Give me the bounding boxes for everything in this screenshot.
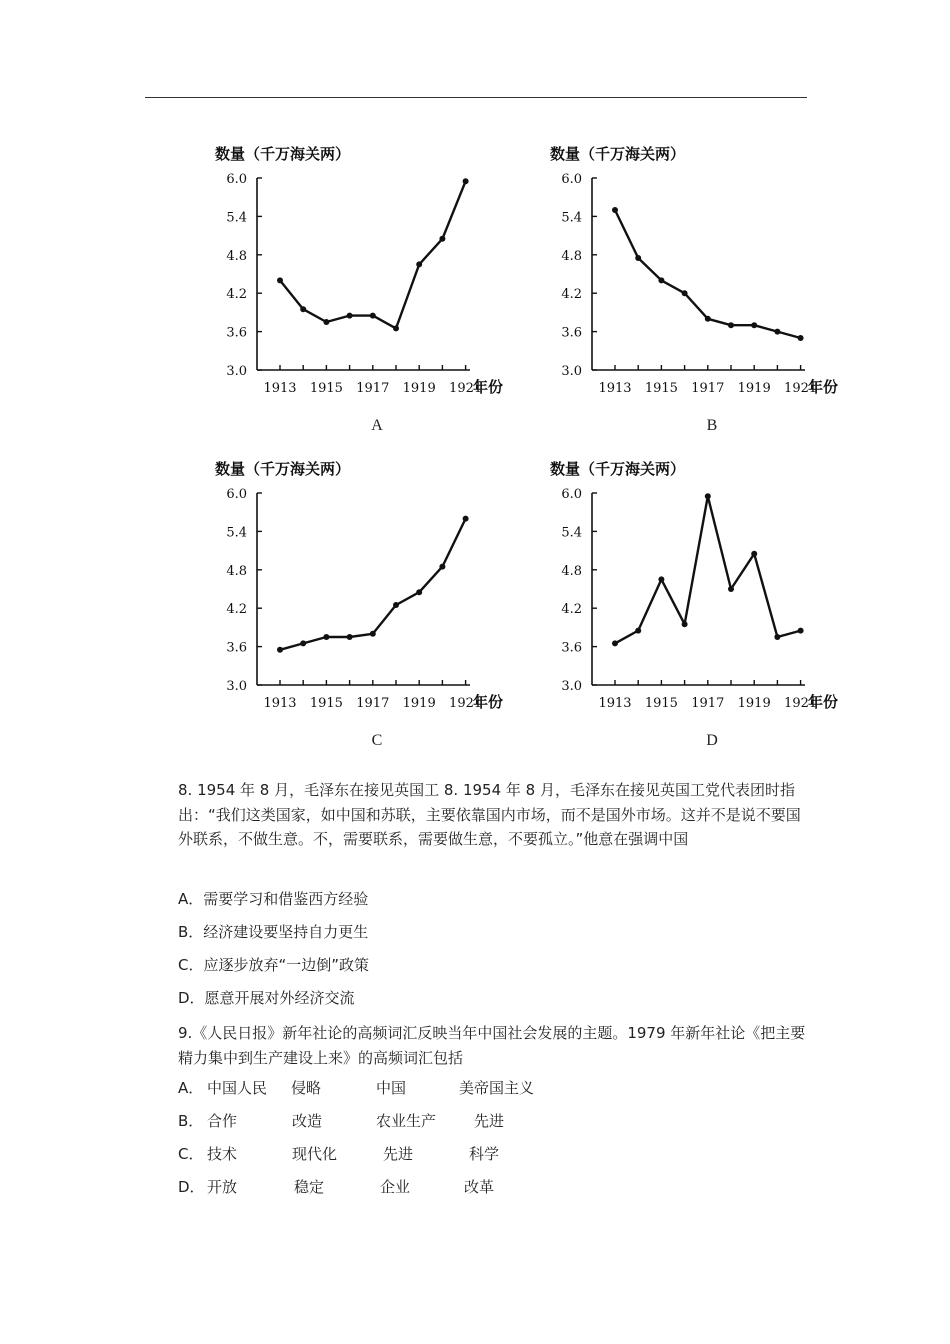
caption-c: C [371, 732, 383, 749]
data-point [463, 516, 469, 522]
y-tick-label: 5.4 [226, 210, 247, 226]
y-tick-label: 4.8 [561, 563, 582, 579]
chart-title: 数量（千万海关两） [215, 460, 351, 478]
q8-option-d: D．愿意开展对外经济交流 [178, 989, 355, 1007]
data-point [774, 329, 780, 335]
q8-option-b: B．经济建设要坚持自力更生 [178, 923, 369, 941]
y-tick-label: 3.6 [226, 640, 247, 656]
q9-option-word: 稳定 [294, 1178, 325, 1196]
data-point [728, 322, 734, 328]
x-axis-label: 年份 [473, 693, 504, 711]
series-line [280, 519, 466, 650]
x-tick-label: 1917 [691, 381, 725, 396]
x-tick-label: 1913 [263, 696, 297, 711]
data-point [798, 335, 804, 341]
data-point [705, 316, 711, 322]
y-tick-label: 3.6 [226, 325, 247, 341]
data-point [300, 640, 306, 646]
chart-svg [210, 140, 504, 405]
data-point [798, 628, 804, 634]
chart-title: 数量（千万海关两） [215, 145, 351, 163]
x-tick-label: 1915 [309, 381, 343, 396]
q9-option-d [178, 1177, 494, 1197]
q8-option-c: C．应逐步放弃“一边倒”政策 [178, 956, 370, 974]
data-point [658, 277, 664, 283]
y-tick-label: 4.8 [226, 248, 247, 264]
question-8-stem: 8. 1954 年 8 月，毛泽东在接见英国工 8. 1954 年 8 月，毛泽东在接见英国工党代表团时指出：“我们这类国家，如中国和苏联，主要依靠国内市场，而不是国外市场。这并不是说不要国外联系，不做生意。不，需要联系，需要做生意，不要孤立。”他意在强调中国 [178, 781, 801, 848]
y-tick-label: 5.4 [561, 210, 582, 226]
y-tick-label: 4.2 [561, 287, 582, 303]
x-tick-label: 1919 [402, 696, 436, 711]
top-rule [145, 97, 807, 98]
data-point [635, 255, 641, 261]
y-tick-label: 3.0 [561, 364, 582, 379]
q9-option-letter: D． [178, 1178, 205, 1196]
data-point [439, 236, 445, 242]
y-tick-label: 3.0 [226, 364, 247, 379]
y-tick-label: 3.6 [561, 640, 582, 656]
x-tick-label: 1917 [356, 696, 390, 711]
data-point [416, 589, 422, 595]
x-tick-label: 1919 [737, 696, 771, 711]
data-point [439, 564, 445, 570]
data-point [682, 290, 688, 296]
data-point [370, 313, 376, 319]
x-tick-label: 1917 [356, 381, 390, 396]
q9-option-word: 改造 [292, 1112, 323, 1130]
data-point [370, 631, 376, 637]
x-axis-label: 年份 [473, 378, 504, 396]
q9-option-word: 企业 [380, 1178, 411, 1196]
q9-option-word: 现代化 [292, 1145, 338, 1163]
data-point [463, 178, 469, 184]
q9-option-a [178, 1078, 534, 1098]
q8-option-a: A．需要学习和借鉴西方经验 [178, 890, 369, 908]
caption-d: D [706, 732, 718, 749]
data-point [300, 306, 306, 312]
data-point [658, 576, 664, 582]
series-line [280, 181, 466, 328]
data-point [323, 319, 329, 325]
x-tick-label: 1915 [644, 696, 678, 711]
chart-a [210, 140, 504, 405]
q9-option-word: 合作 [207, 1112, 238, 1130]
x-tick-label: 1913 [598, 381, 632, 396]
q9-option-word: 中国 [376, 1079, 407, 1097]
q9-option-letter: B． [178, 1112, 204, 1130]
y-tick-label: 4.8 [561, 248, 582, 264]
data-point [347, 634, 353, 640]
y-tick-label: 5.4 [226, 525, 247, 541]
y-tick-label: 4.2 [226, 287, 247, 303]
data-point [393, 602, 399, 608]
x-tick-label: 1913 [598, 696, 632, 711]
question-9-stem: 9.《人民日报》新年社论的高频词汇反映当年中国社会发展的主题。1979 年新年社论《把主要精力集中到生产建设上来》的高频词汇包括 [178, 1024, 806, 1067]
x-tick-label: 1915 [309, 696, 343, 711]
data-point [682, 621, 688, 627]
x-tick-label: 1915 [644, 381, 678, 396]
chart-b [545, 140, 839, 405]
y-tick-label: 4.2 [226, 602, 247, 618]
q9-option-word: 开放 [207, 1178, 238, 1196]
data-point [728, 586, 734, 592]
y-tick-label: 3.0 [561, 679, 582, 694]
y-tick-label: 4.8 [226, 563, 247, 579]
x-tick-label: 1921 [449, 381, 483, 396]
data-point [774, 634, 780, 640]
x-tick-label: 1917 [691, 696, 725, 711]
chart-svg [210, 455, 504, 720]
q9-option-word: 先进 [474, 1112, 505, 1130]
y-tick-label: 6.0 [226, 172, 247, 187]
x-tick-label: 1913 [263, 381, 297, 396]
y-tick-label: 3.0 [226, 679, 247, 694]
y-tick-label: 6.0 [226, 487, 247, 502]
data-point [612, 640, 618, 646]
data-point [277, 277, 283, 283]
q9-option-b [178, 1111, 504, 1131]
data-point [612, 207, 618, 213]
chart-title: 数量（千万海关两） [550, 145, 686, 163]
chart-svg [545, 455, 839, 720]
y-tick-label: 4.2 [561, 602, 582, 618]
data-point [393, 325, 399, 331]
x-axis-label: 年份 [808, 378, 839, 396]
q9-option-word: 中国人民 [207, 1079, 268, 1097]
q9-option-word: 农业生产 [376, 1112, 437, 1130]
caption-a: A [371, 417, 383, 434]
x-tick-label: 1921 [784, 696, 818, 711]
data-point [635, 628, 641, 634]
data-point [347, 313, 353, 319]
x-tick-label: 1919 [737, 381, 771, 396]
chart-svg [545, 140, 839, 405]
q9-option-word: 科学 [469, 1145, 500, 1163]
x-tick-label: 1921 [784, 381, 818, 396]
q9-option-word: 先进 [383, 1145, 414, 1163]
q9-option-c [178, 1144, 499, 1164]
data-point [751, 322, 757, 328]
y-tick-label: 6.0 [561, 172, 582, 187]
data-point [277, 647, 283, 653]
q9-option-word: 美帝国主义 [459, 1079, 535, 1097]
chart-c [210, 455, 504, 720]
data-point [705, 493, 711, 499]
x-axis-label: 年份 [808, 693, 839, 711]
q9-option-word: 侵略 [291, 1079, 322, 1097]
q9-option-word: 改革 [464, 1178, 495, 1196]
series-line [615, 496, 801, 643]
y-tick-label: 3.6 [561, 325, 582, 341]
y-tick-label: 5.4 [561, 525, 582, 541]
data-point [751, 551, 757, 557]
q9-option-letter: A． [178, 1079, 204, 1097]
x-tick-label: 1919 [402, 381, 436, 396]
y-tick-label: 6.0 [561, 487, 582, 502]
x-tick-label: 1921 [449, 696, 483, 711]
q9-option-word: 技术 [207, 1145, 238, 1163]
chart-title: 数量（千万海关两） [550, 460, 686, 478]
q9-option-letter: C． [178, 1145, 204, 1163]
data-point [323, 634, 329, 640]
data-point [416, 261, 422, 267]
caption-b: B [706, 417, 718, 434]
chart-d [545, 455, 839, 720]
